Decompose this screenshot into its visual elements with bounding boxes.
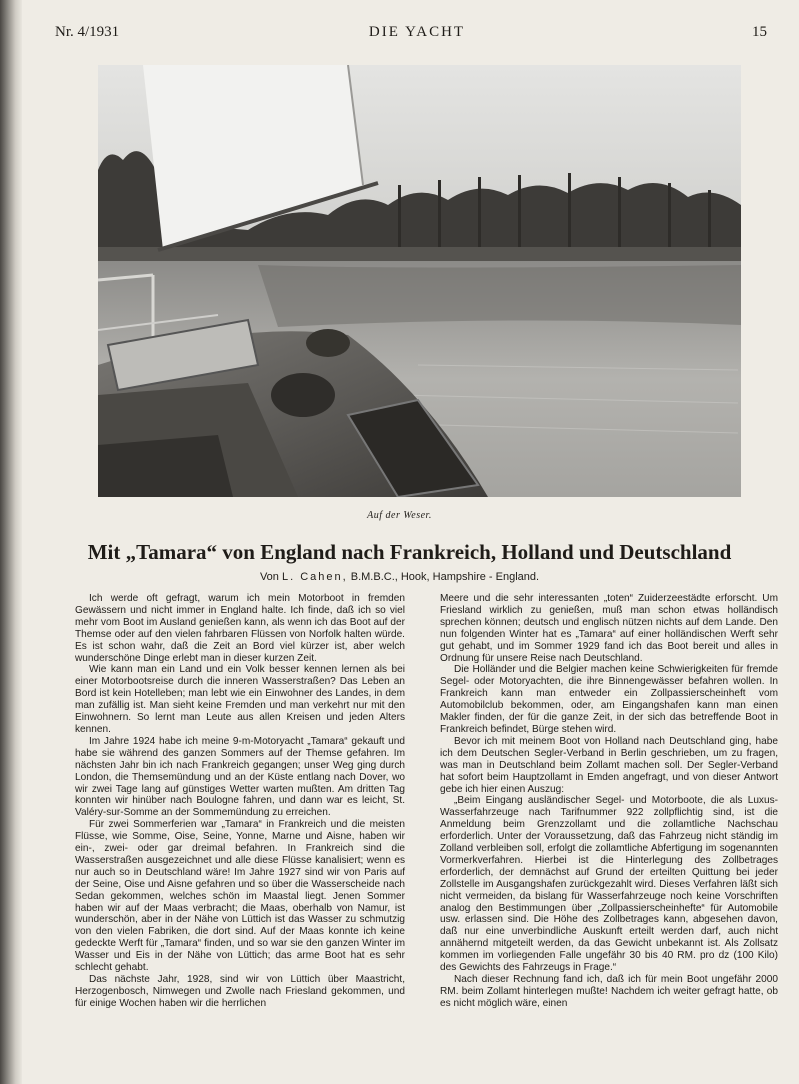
paragraph: Nach dieser Rechnung fand ich, daß ich für mein Boot ungefähr 2000 RM. beim Zollamt hinterlegen mußte! Nachdem ich weiter gefragt hatte, ob es nicht möglich wäre, einen — [440, 974, 778, 1009]
magazine-title: DIE YACHT — [368, 24, 466, 40]
paragraph: Meere und die sehr interessanten „toten“ Zuiderzeestädte erforscht. Um Friesland wirklich zu genießen, muß man schon etwas holländisch sprechen können; deutsch und englisch nützen nichts auf dem Lande. Den nun folgenden Winter hat es „Tamara“ auf einer holländischen Werft sehr gut gehabt, und im Sommer 1929 fand ich das Boot bereit und alles in Ordnung für unsere Reise nach Deutschland. — [440, 593, 778, 664]
paragraph: Für zwei Sommerferien war „Tamara“ in Frankreich und die meisten Flüsse, wie Somme, Oise, Seine, Yonne, Marne und Aisne, haben wir ein-, zwei- oder gar dreimal befahren. In Frankreich sind die Wasserstraßen ausgezeichnet und alle diese Flüsse kanalisiert; wenn es nur auch so in Deutschland wäre! Im Jahre 1927 sind wir von Paris auf der Seine, Oise und Aisne gefahren und so über die Wasserscheide nach Sedan gekommen, welches schön im Maastal liegt. Jenen Sommer haben wir auf der Maas verbracht; die Maas, oberhalb von Namur, ist wunderschön, aber in der Nähe von Lüttich ist das Wasser zu schmutzig von den vielen Fabriken, die dort sind. Auf der Maas konnte ich keine gedeckte Werft für „Tamara“ finden, und so war sie den ganzen Winter im Wasser und Eis in der Nähe von Lüttich; das arme Boot hat es sehr schlecht gehabt. — [75, 819, 405, 974]
paragraph: Das nächste Jahr, 1928, sind wir von Lüttich über Maastricht, Herzogenbosch, Nimwegen und Zwolle nach Friesland gekommen, und für einige Wochen haben wir die herrlichen — [75, 974, 405, 1009]
paragraph: Wie kann man ein Land und ein Volk besser kennen lernen als bei einer Motorbootsreise durch die inneren Wasserstraßen? Das Leben an Bord ist kein Hotelleben; man lebt wie ein Einwohner des Landes, in dem man zufällig ist. Man sieht keine Fremden und man verkehrt nur mit den Einwohnern. So lernt man Leute aus allen Kreisen und jeden Alters kennen. — [75, 664, 405, 735]
river-photo — [98, 65, 741, 497]
quoted-paragraph: „Beim Eingang ausländischer Segel- und Motorboote, die als Luxus-Wasserfahrzeuge nach Tarifnummer 922 zollpflichtig sind, ist die Anmeldung beim Grenzzollamt und die zollamtliche Nachschau erforderlich. Unter der Voraussetzung, daß das Fahrzeug nicht ständig im Zolland verbleiben soll, erfolgt die zollamtliche Abfertigung im sogenannten Vormerkverfahren. Hierbei ist die Hinterlegung des Zollbetrages erforderlich, der demnächst auf Grund der erteilten Quittung bei jeder Zollstelle im Ausgangshafen zurückgezahlt wird. Dieses Verfahren läßt sich nicht vermeiden, da bislang für Wasserfahrzeuge noch keine Vorschriften analog den Bestimmungen über „Zollpassierscheinhefte“ für Automobile usw. erlassen sind. Die Höhe des Zollbetrages kann, abgesehen davon, daß nur eine unverbindliche Auskunft erteilt werden darf, auch nicht annähernd mitgeteilt werden, da das Gewicht unbekannt ist. Als Zollsatz kommen im vorliegenden Falle ungefähr 30 bis 40 RM. pro dz (100 Kilo) des Gewichts des Fahrzeugs in Frage.“ — [440, 795, 778, 974]
page-header — [55, 22, 779, 46]
page-binding-shadow — [0, 0, 22, 1084]
author-name: L. Cahen, — [281, 571, 348, 583]
photo-caption: Auf der Weser. — [367, 510, 432, 521]
page-number: 15 — [752, 24, 767, 40]
issue-number: Nr. 4/1931 — [55, 24, 120, 40]
paragraph: Die Holländer und die Belgier machen keine Schwierigkeiten für fremde Segel- oder Motoryachten, die ihre Binnengewässer befahren wollen. In Frankreich kann man entweder ein Zollpassierscheinheft vom Automobilclub bekommen, oder, am Eingangshafen kann man einen Makler finden, der für die ganze Zeit, in der sich das betreffende Boot in Frankreich befindet, Bürge stehen wird. — [440, 664, 778, 735]
paragraph: Ich werde oft gefragt, warum ich mein Motorboot in fremden Gewässern und nicht immer in England halte. Ich finde, daß ich so viel mehr vom Boot im Ausland genießen kann, als wenn ich das Boot auf der Themse oder auf den vielen fahrbaren Flüssen von Norfolk halten würde. Es ist schon wahr, daß die Zeit an Bord viel kürzer ist, aber welch wunderschöne Dinge erlebt man in dieser kurzen Zeit. — [75, 593, 405, 664]
article-title: Mit „Tamara“ von England nach Frankreich, Holland und Deutschland — [87, 540, 732, 564]
article-column-right — [440, 593, 778, 1010]
article-byline — [0, 571, 799, 583]
paragraph: Bevor ich mit meinem Boot von Holland nach Deutschland ging, habe ich dem Deutschen Segler-Verband in Berlin geschrieben, um zu fragen, was man in Deutschland beim Zollamt machen soll. Der Segler-Verband hat sofort beim Hauptzollamt in Emden angefragt, und von dieser Antwort gebe ich hier einen Auszug: — [440, 735, 778, 795]
author-affiliation: B.M.B.C., Hook, Hampshire - England. — [350, 571, 540, 583]
article-column-left — [75, 593, 405, 1010]
paragraph: Im Jahre 1924 habe ich meine 9-m-Motoryacht „Tamara“ gekauft und habe sie während des ganzen Sommers auf der Themse gefahren. Im nächsten Jahr bin ich nach Frankreich gegangen; unser Weg ging durch London, die Themsemündung und an der Küste entlang nach Dover, wo wir zwei Tage lang auf günstiges Wetter warten mußten. Am dritten Tag konnten wir hinüber nach Boulogne fahren, und dann war es leicht, St. Valéry-sur-Somme an der Sommemündung zu erreichen. — [75, 735, 405, 819]
byline-prefix: Von — [259, 571, 279, 583]
